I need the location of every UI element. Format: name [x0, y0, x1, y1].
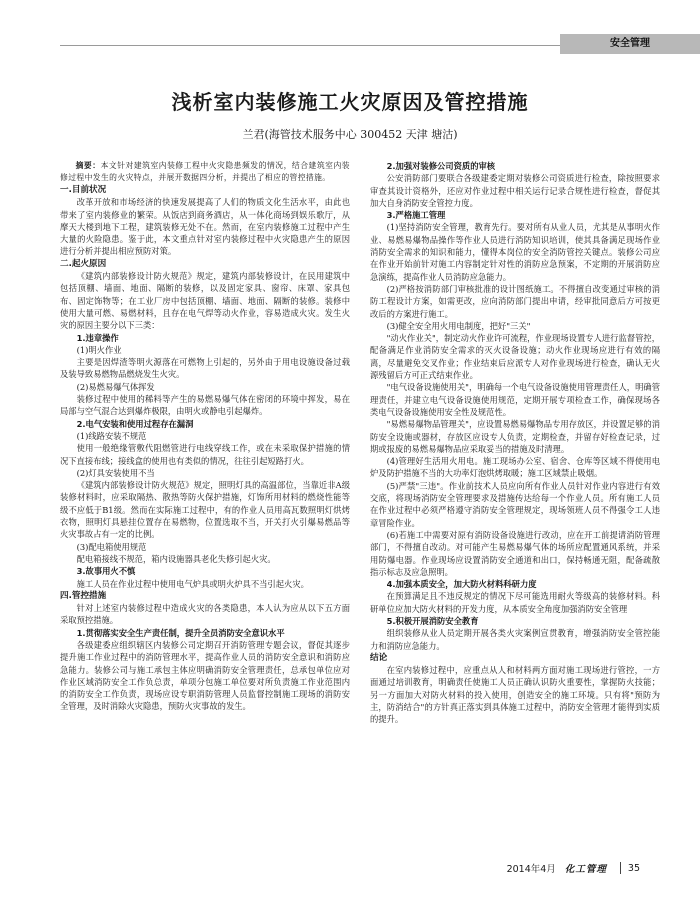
- paragraph: 公安消防部门要联合各级建委定期对装修公司资质进行检查，除按照要求审查其设计资格外，还应对作业过程中相关运行记录合规性进行检查，督促其加大自身消防安全管控力度。: [370, 173, 660, 208]
- footer-divider: [620, 862, 621, 874]
- paragraph: 配电箱接线不规范，箱内设施器具老化失修引起火灾。: [76, 553, 276, 564]
- abstract-label: 摘要：: [75, 161, 101, 170]
- section-heading: 一.目前状况: [60, 185, 107, 195]
- subsection-heading: 1.违章操作: [76, 332, 119, 343]
- article-author: 兰君(海管技术服务中心 300452 天津 塘沽): [242, 128, 458, 141]
- paragraph: 使用一般绝缘管敷代阻燃管进行电线穿线工作，或在未采取保护措施的情况下直接布线；接线盒的使用也有类似的情况，往往引起短路打火。: [60, 443, 350, 466]
- paragraph: 在室内装修过程中，应重点从人和材料两方面对施工现场进行管控，一方面通过培训教育，明确责任使施工人员正确认识防火重要性，掌握防火技能；另一方面加大对防火材料的投入使用，创造安全的施工环境。只有将"预防为主，防消结合"的方针真正落实到具体施工过程中，消防安全管理才能得到实质的提升。: [370, 665, 660, 725]
- paragraph: (3)健全安全用火用电制度，把好"三关": [386, 320, 531, 331]
- paragraph: 装修过程中使用的稀料等产生的易燃易爆气体在密闭的环境中挥发，易在局部与空气混合达到爆炸极限，由明火或静电引起爆炸。: [60, 394, 350, 417]
- abstract-text: 本文针对建筑室内装修工程中火灾隐患频发的情况，结合建筑室内装修过程中发生的火灾特点，并展开数据四分析，并提出了相应的管控措施。: [60, 161, 351, 182]
- paragraph: 施工人员在作业过程中使用电气炉具或明火炉具不当引起火灾。: [76, 578, 309, 589]
- section-heading: 二.起火原因: [60, 258, 107, 269]
- paragraph: "电气设备设施使用关"，明确每一个电气设备设施使用管理责任人，明确管理责任，并建立电气设备设施使用规范，定期开展专项检查工作，确保现场各类电气设备设施使用安全性及规范性。: [370, 382, 660, 417]
- page-number: 35: [627, 862, 640, 874]
- right-column: [370, 160, 660, 726]
- subsection-heading: 3.严格施工管理: [386, 210, 446, 221]
- paragraph: 针对上述室内装修过程中造成火灾的各类隐患，本人认为应从以下五方面采取预控措施。: [60, 603, 350, 626]
- paragraph: "易燃易爆物品管理关"，应设置易燃易爆物品专用存放区，并设置足够的消防安全设施或器材，存放区应设专人负责，定期检查，并留存好检查记录，过期或报废的易燃易爆物品应采取妥当的措施及时清理。: [370, 419, 660, 454]
- left-column: [60, 160, 350, 713]
- paragraph: (5)严禁"三违"。作业前技术人员应向所有作业人员针对作业内容进行有效交底，将现场消防安全管理要求及措施传达给每一个作业人员。所有施工人员在作业过程中必须严格遵守消防安全管理规定，现场领班人员不得强令工人违章冒险作业。: [370, 480, 660, 528]
- issue-date: 2014年4月: [506, 864, 556, 875]
- journal-name: 化工管理: [564, 864, 607, 875]
- paragraph: 组织装修从业人员定期开展各类火灾案例宣贯教育，增强消防安全管控能力和消防应急能力。: [370, 628, 660, 651]
- paragraph: 《建筑内部装修设计防火规范》规定，建筑内部装修设计，在民用建筑中包括顶棚、墙面、地面、隔断的装修，以及固定家具、窗帘、床罩、家具包布、固定饰物等；在工业厂房中包括顶棚、墙面、地面、隔断的装修。装修中使用大量可燃、易燃材料，且存在电气焊等动火作业，容易造成火灾。发生火灾的原因主要分以下三类：: [60, 271, 350, 331]
- paragraph: 主要是因焊渣等明火源落在可燃物上引起的，另外由于用电设施设备过载及装导致易燃物品燃烧发生火灾。: [60, 357, 350, 380]
- paragraph: (1)坚持消防安全管理，教育先行。要对所有从业人员，尤其是从事明火作业、易燃易爆物品操作等作业人员进行消防知识培训，使其具备满足现场作业消防安全需求的知识和能力，懂得本岗位的安全消防管控关键点。装修公司应在作业开始前针对施工内容制定针对性的消防应急预案，不定期的开展消防应急演练，提高作业人员消防应急能力。: [370, 222, 660, 282]
- paragraph: "动火作业关"，制定动火作业许可流程，作业现场设置专人进行监督管控，配备满足作业消防安全需求的灭火设备设施；动火作业现场应进行有效的隔离，尽量避免交叉作业；作业结束后应派专人对作业现场进行检查，确认无火源残留后方可正式结束作业。: [370, 333, 660, 381]
- item-heading: (3)配电箱使用规范: [76, 541, 147, 552]
- section-tag: 安全管理: [560, 34, 700, 54]
- paragraph: 改革开放和市场经济的快速发展提高了人们的物质文化生活水平，由此也带来了室内装修业的繁荣。从饭店到商务酒店，从一体化商场到娱乐歌厅，从摩天大楼到地下工程，建筑装修无处不在。然而，在室内装修施工过程中产生大量的火险隐患。鉴于此，本文重点针对室内装修过程中火灾隐患产生的原因进行分析并提出相应预防对策。: [60, 197, 350, 257]
- article-title: 浅析室内装修施工火灾原因及管控措施: [171, 90, 529, 114]
- paragraph: 各级建委应组织辖区内装修公司定期召开消防管理专题会议，督促其逐步提升施工作业过程中的消防管理水平，提高作业人员的消防安全意识和消防应急能力。装修公司与施工承包主体应明确消防安全管理责任，总承包单位应对作业区域消防安全工作负总责，单项分包施工单位要对所负责施工作业范围内的消防安全工作负责，现场应设专职消防管理人员监督控制施工现场的消防安全管理，及时消除火灾隐患，预防火灾事故的发生。: [60, 639, 350, 712]
- header-bar: [0, 34, 700, 54]
- item-heading: (2)易燃易爆气体挥发: [76, 381, 155, 392]
- page-footer: [507, 861, 640, 875]
- subsection-heading: 1.贯彻落实安全生产责任制，提升全员消防安全意识水平: [76, 627, 285, 638]
- paragraph: 《建筑内部装修设计防火规范》规定，照明灯具的高温部位，当靠近非A级装修材料时，应采取隔热、散热等防火保护措施，灯饰所用材料的燃烧性能等级不应低于B1级。然而在实际施工过程中，有的作业人员用高瓦数照明灯烘烤衣物，照明灯具悬挂位置存在易燃物，位置选取不当，开关打火引爆易燃品等火灾事故占有一定的比例。: [60, 480, 350, 540]
- subsection-heading: 2.加强对装修公司资质的审核: [386, 161, 496, 171]
- conclusion-heading: 结论: [370, 652, 388, 663]
- subsection-heading: 4.加强本质安全，加大防火材料科研力度: [386, 579, 537, 590]
- paragraph: (6)若施工中需要对原有消防设备设施进行改动，应在开工前提请消防管理部门，不得擅自改动。对可能产生易燃易爆气体的场所应配置通风系统，并采用防爆电器。作业现场应设置消防安全通道和出口，保持畅通无阻，配备疏散指示标志及应急照明。: [370, 529, 660, 577]
- paragraph: (4)管理好生活用火用电。施工现场办公室、宿舍、仓库等区域不得使用电炉及防护措施不当的大功率灯泡烘烤取暖；施工区域禁止吸烟。: [370, 456, 660, 479]
- abstract: [60, 160, 350, 184]
- item-heading: (2)灯具安装使用不当: [76, 467, 155, 478]
- subsection-heading: 3.故事用火不慎: [76, 566, 136, 577]
- paragraph: (2)严格按消防部门审核批准的设计图纸施工。不得擅自改变通过审核的消防工程设计方案，如需更改，应向消防部门提出申请，经审批同意后方可按更改后的方案进行施工。: [370, 283, 660, 319]
- section-heading: 四.管控措施: [60, 590, 107, 601]
- paragraph: 在预算满足且不违反规定的情况下尽可能选用耐火等级高的装修材料。科研单位应加大防火材料的开发力度，从本质安全角度加强消防安全管理: [370, 591, 660, 614]
- subsection-heading: 5.积极开展消防安全教育: [386, 615, 479, 626]
- header-rule: [60, 45, 560, 46]
- item-heading: (1)明火作业: [76, 344, 122, 355]
- item-heading: (1)线路安装不规范: [76, 430, 147, 441]
- subsection-heading: 2.电气安装和使用过程存在漏洞: [76, 418, 194, 429]
